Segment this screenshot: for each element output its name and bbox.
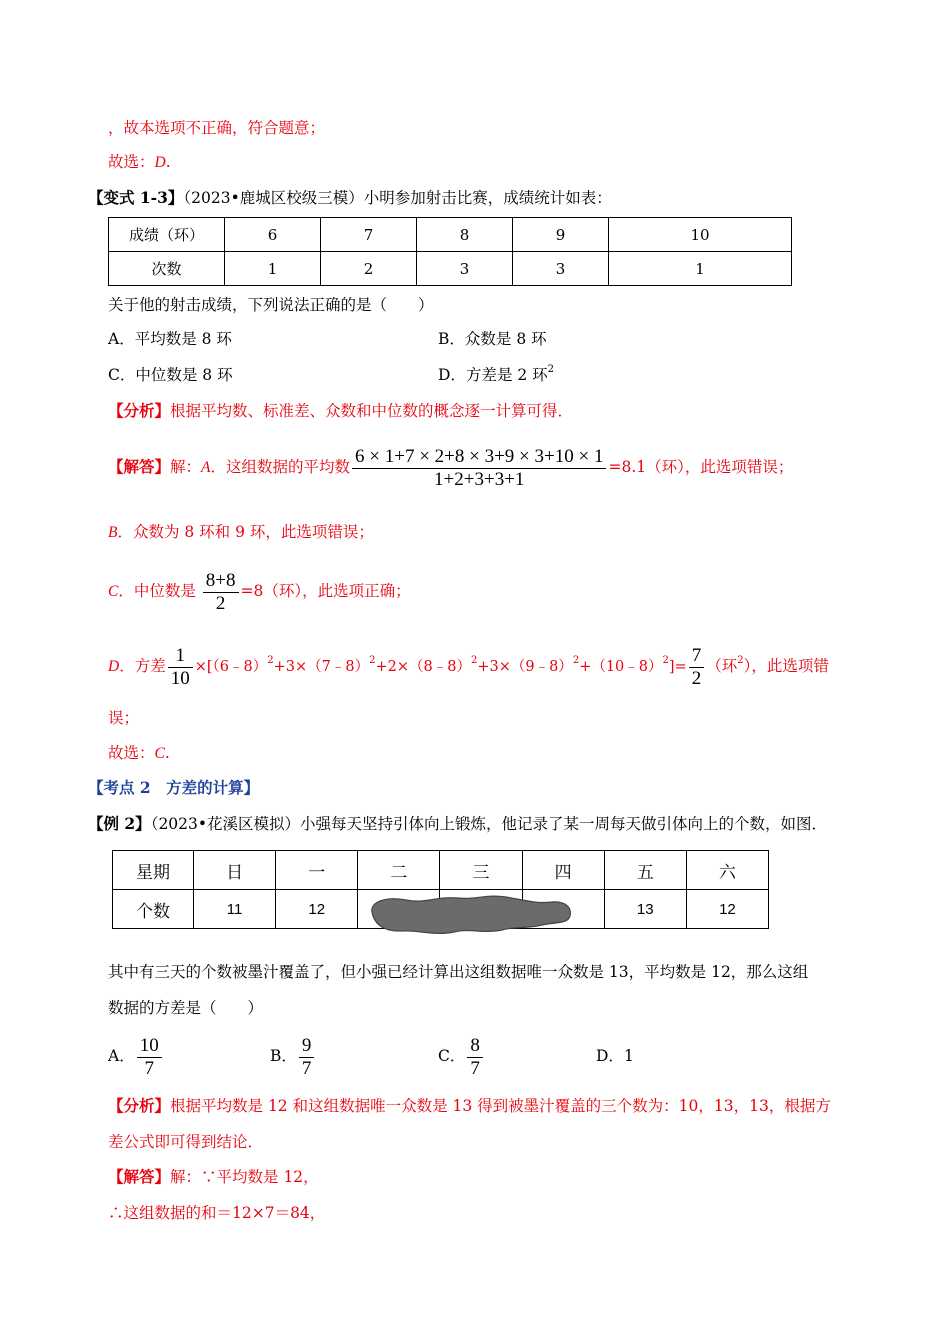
- option-a-fraction: $\frac{10}{7}$: [137, 1035, 162, 1080]
- option-a: A．平均数是 8 环: [108, 330, 232, 348]
- example-option-c: C． $\frac{8}{7}$: [438, 1033, 485, 1080]
- table-cell: 9: [513, 218, 609, 252]
- table-cell: 一: [276, 851, 358, 890]
- variant-analysis: 【分析】根据平均数、标准差、众数和中位数的概念逐一计算可得．: [108, 401, 574, 420]
- variant-question: 关于他的射击成绩，下列说法正确的是（ ）: [108, 296, 434, 314]
- table-header-cell: 星期: [113, 851, 194, 890]
- variant-answer-a: 【解答】解：A．这组数据的平均数 $\frac{6 \times 1+7 \times 2+8 \times 3+9 \times 3+10 \times 1}{1+2+3+3+1}$ =8.1（环），此选项错误；: [108, 445, 794, 490]
- table-cell: 7: [321, 218, 417, 252]
- variant-answer-d-wrap: 误；: [108, 709, 140, 727]
- table-cell: 1: [609, 252, 792, 286]
- option-c: C．中位数是 8 环: [108, 366, 233, 384]
- table-row: [113, 851, 769, 890]
- ink-blot-image: [366, 892, 572, 936]
- table-cell: 3: [513, 252, 609, 286]
- example-analysis-line-2: 差公式即可得到结论．: [108, 1133, 264, 1151]
- top-line-2: 故选：D.: [108, 153, 171, 171]
- variant-answer-c: C．中位数是 $\frac{8+8}{2}$ =8（环），此选项正确；: [108, 569, 411, 614]
- example-answer-line-2: ∴这组数据的和＝12×7＝84，: [108, 1204, 326, 1222]
- table-cell: 8: [417, 218, 513, 252]
- example-heading: 【例 2】（2023•花溪区模拟）小强每天坚持引体向上锻炼，他记录了某一周每天做引体向上的个数，如图．: [88, 814, 828, 833]
- table-cell: 四: [522, 851, 604, 890]
- example-analysis-line-1: 【分析】根据平均数是 12 和这组数据唯一众数是 13 得到被墨汁覆盖的三个数为：10，13，13，根据方: [108, 1096, 831, 1115]
- table-row: [109, 252, 792, 286]
- mean-fraction: $\frac{6 \times 1+7 \times 2+8 \times 3+9 \times 3+10 \times 1}{1+2+3+3+1}$: [352, 446, 606, 491]
- variant-answer-d: D．方差 $\frac{1}{10}$ ×[（6﹣8）$^2$+3×（7﹣8）$^2$+2×（8﹣8）$^2$+3×（9﹣8）$^2$+（10﹣8）$^2$]= $\frac{7}{2}$ （环$^2$），此选项错: [108, 644, 829, 689]
- table-cell: 6: [225, 218, 321, 252]
- variant-answer-b: B．众数为 8 环和 9 环，此选项错误；: [108, 523, 374, 541]
- table-cell: 12: [686, 890, 768, 929]
- option-b-fraction: $\frac{9}{7}$: [299, 1035, 315, 1080]
- variance-result: $\frac{7}{2}$: [689, 645, 705, 690]
- example-question-line-1: 其中有三天的个数被墨汁覆盖了，但小强已经计算出这组数据唯一众数是 13，平均数是 12，那么这组: [108, 963, 809, 981]
- table-row: [109, 218, 792, 252]
- table-cell: 11: [194, 890, 276, 929]
- median-fraction: $\frac{8+8}{2}$: [203, 570, 239, 615]
- table-cell: 日: [194, 851, 276, 890]
- example-question-line-2: 数据的方差是（ ）: [108, 999, 264, 1017]
- table-cell: 三: [440, 851, 522, 890]
- table-header-cell: 成绩（环）: [109, 218, 225, 252]
- table-cell: 二: [358, 851, 440, 890]
- table-cell: 3: [417, 252, 513, 286]
- variance-coefficient: $\frac{1}{10}$: [168, 645, 193, 690]
- variant-heading: 【变式 1-3】（2023•鹿城区校级三模）小明参加射击比赛，成绩统计如表：: [88, 188, 612, 207]
- option-c-fraction: $\frac{8}{7}$: [467, 1035, 483, 1080]
- table-cell: 五: [604, 851, 686, 890]
- table-cell: 12: [276, 890, 358, 929]
- example-answer-line-1: 【解答】解：∵平均数是 12，: [108, 1167, 319, 1186]
- section-heading: 【考点 2 方差的计算】: [88, 778, 260, 797]
- table-cell: 13: [604, 890, 686, 929]
- top-line-1: ，故本选项不正确，符合题意；: [108, 119, 326, 137]
- table-cell: 2: [321, 252, 417, 286]
- score-table: [108, 217, 792, 286]
- option-d: D．方差是 2 环$^2$: [438, 364, 555, 384]
- table-cell: 1: [225, 252, 321, 286]
- example-option-b: B． $\frac{9}{7}$: [270, 1033, 316, 1080]
- example-option-d: D．1: [596, 1047, 634, 1065]
- table-header-cell: 个数: [113, 890, 194, 929]
- table-cell: 六: [686, 851, 768, 890]
- variant-final-answer: 故选：C.: [108, 744, 170, 762]
- example-option-a: A． $\frac{10}{7}$: [108, 1033, 164, 1080]
- table-header-cell: 次数: [109, 252, 225, 286]
- option-b: B．众数是 8 环: [438, 330, 547, 348]
- table-cell: 10: [609, 218, 792, 252]
